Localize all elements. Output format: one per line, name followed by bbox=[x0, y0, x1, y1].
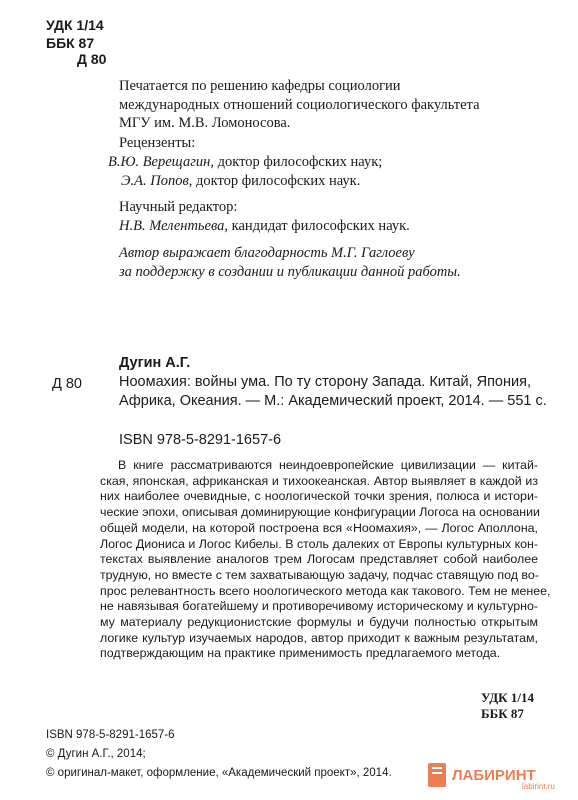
annotation-line: логике культур изучаемых народов, автор приходит к важным результатам, bbox=[100, 630, 538, 645]
annotation-line: В книге рассматриваются неиндоевропейские цивилизации — китай- bbox=[118, 458, 538, 472]
bbk-code: ББК 87 bbox=[481, 706, 524, 721]
annotation-line: му материалу редукционистские формулы и будучи полностью открытым bbox=[100, 615, 538, 630]
gratitude-block bbox=[119, 244, 461, 281]
watermark-text: ЛАБИРИНТ bbox=[452, 767, 536, 784]
card-title-line: Ноомахия: войны ума. По ту сторону Запада. Китай, Япония, bbox=[119, 374, 531, 390]
imprint-line: международных отношений социологического факультета bbox=[119, 96, 480, 113]
annotation-line: прос релевантность всего ноологического метода как такового. Тем не менее, bbox=[100, 583, 551, 598]
reviewer-title: , доктор философских наук. bbox=[188, 173, 361, 189]
card-title-line: Африка, Океания. — М.: Академический проект, 2014. — 551 с. bbox=[119, 393, 547, 409]
reviewer-1 bbox=[108, 153, 382, 172]
bbk-code: ББК 87 bbox=[46, 35, 95, 51]
annotation-line: трудную, но вместе с тем захватывающую задачу, подчас ставящую под во- bbox=[100, 567, 539, 582]
card-title bbox=[119, 373, 547, 411]
gratitude-line: за поддержку в создании и публикации данной работы. bbox=[119, 263, 461, 280]
footer bbox=[46, 726, 392, 783]
classification-top bbox=[46, 16, 104, 52]
reviewer-title: , доктор философских наук; bbox=[210, 154, 383, 170]
reviewers-heading: Рецензенты: bbox=[119, 135, 196, 151]
copyright-line: © Дугин А.Г., 2014; bbox=[46, 748, 146, 760]
card-annotation bbox=[100, 458, 551, 662]
watermark-sub: labirint.ru bbox=[522, 782, 555, 791]
book-icon bbox=[428, 763, 446, 787]
classification-bottom bbox=[481, 690, 534, 722]
copyright-line: © оригинал-макет, оформление, «Академический проект», 2014. bbox=[46, 767, 392, 779]
annotation-line: общей модели, на которой построена вся «Ноомахия», — Логос Аполлона, bbox=[100, 520, 538, 535]
reviewer-name: В.Ю. Верещагин bbox=[108, 154, 211, 170]
card-isbn: ISBN 978-5-8291-1657-6 bbox=[119, 432, 282, 448]
editor-heading: Научный редактор: bbox=[119, 199, 238, 215]
card-author: Дугин А.Г. bbox=[119, 355, 191, 371]
annotation-line: ческие эпохи, описывая доминирующие конфигурации Логоса на основании bbox=[100, 505, 540, 520]
imprint-line: МГУ им. М.В. Ломоносова. bbox=[119, 115, 291, 131]
imprint-block bbox=[119, 77, 480, 133]
reviewer-2 bbox=[121, 172, 360, 191]
author-mark-top: Д 80 bbox=[77, 51, 107, 67]
gratitude-line: Автор выражает благодарность М.Г. Гаглоеву bbox=[119, 245, 415, 261]
reviewers-block bbox=[119, 134, 195, 153]
udk-code: УДК 1/14 bbox=[46, 17, 104, 33]
imprint-line: Печатается по решению кафедры социологии bbox=[119, 78, 401, 94]
annotation-line: ская, японская, африканская и тихоокеанская. Автор выявляет в каждой из bbox=[100, 473, 538, 488]
card-author-mark: Д 80 bbox=[52, 376, 82, 392]
editor-block bbox=[119, 198, 410, 235]
annotation-line: текстах выявление аналогов трем Логосам представляет собой наиболее bbox=[100, 552, 538, 567]
labirint-watermark-logo bbox=[426, 757, 566, 793]
annotation-line: них наиболее очевидные, с ноологической точки зрения, полюса и истори- bbox=[100, 489, 538, 504]
annotation-line: не навязывая богатейшему и противоречивому историческому и культурно- bbox=[100, 599, 538, 614]
udk-code: УДК 1/14 bbox=[481, 690, 534, 705]
editor-name: Н.В. Мелентьева bbox=[119, 217, 225, 234]
footer-isbn: ISBN 978-5-8291-1657-6 bbox=[46, 729, 175, 741]
annotation-line: Логос Диониса и Логос Кибелы. В столь далеких от Европы культурных кон- bbox=[100, 536, 538, 551]
editor-title: , кандидат философских наук. bbox=[224, 217, 410, 234]
annotation-line: подтверждающим на практике применимость предлагаемого метода. bbox=[100, 646, 501, 661]
reviewer-name: Э.А. Попов bbox=[121, 173, 189, 189]
